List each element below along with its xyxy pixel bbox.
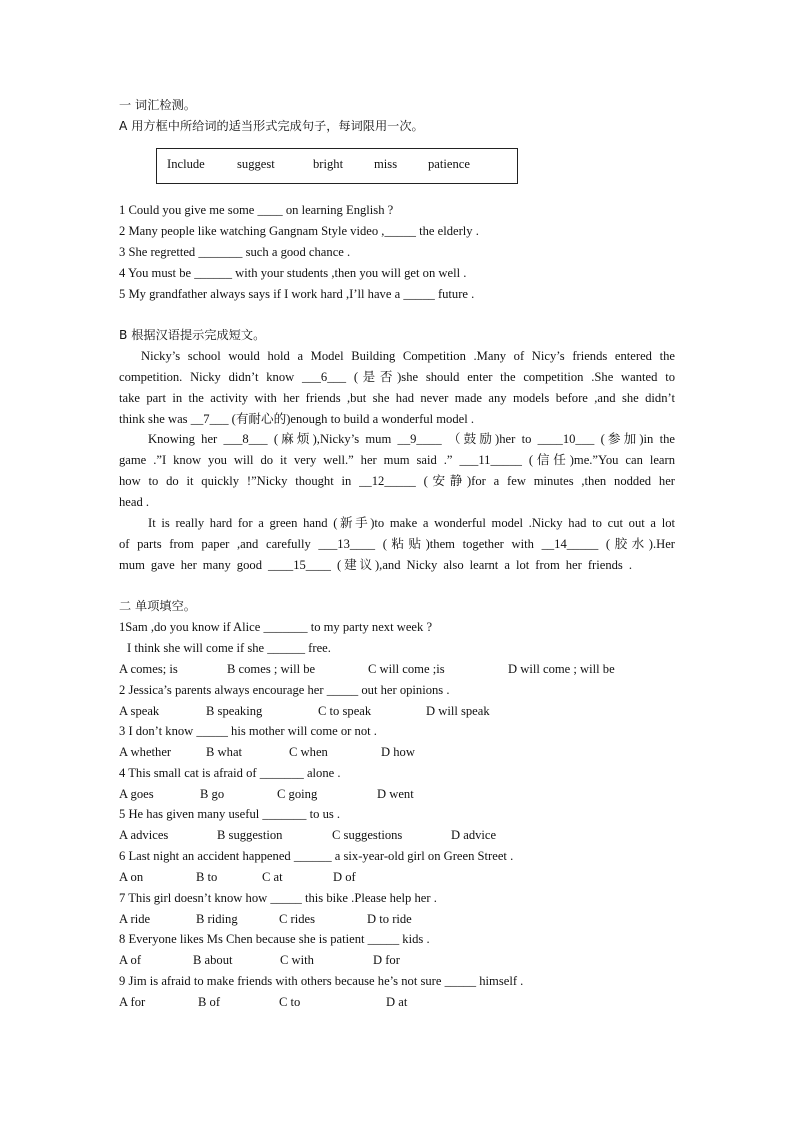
passage-line: take part in the activity with her friends ,but she had never made any models before ,and she didn’t: [119, 391, 675, 405]
partA-sentence: 1 Could you give me some ____ on learning English ?: [119, 203, 394, 217]
option-b: B to: [196, 870, 218, 884]
passage-line: game .”I know you will do it very well.” her mum said .” ___11_____ (信任)me.”You can learn: [119, 453, 675, 467]
passage-line: how to do it quickly !”Nicky thought in __12_____ (安静)for a few minutes ,then nodded her: [119, 474, 675, 488]
option-a: A ride: [119, 912, 151, 926]
option-d: D at: [386, 995, 408, 1009]
partA-sentence: 4 You must be ______ with your students ,then you will get on well .: [119, 266, 467, 280]
option-a: A whether: [119, 745, 172, 759]
option-b: B suggestion: [217, 828, 283, 842]
option-c: C to speak: [318, 704, 372, 718]
option-a: A speak: [119, 704, 160, 718]
option-c: C when: [289, 745, 328, 759]
passage-line: competition. Nicky didn’t know ___6___ (是否)she should enter the competition .She wanted to: [119, 370, 675, 384]
question-stem: 5 He has given many useful _______ to us .: [119, 807, 341, 821]
option-a: A for: [119, 995, 146, 1009]
word-box-item: Include: [167, 157, 205, 171]
section2-title: 二 单项填空。: [119, 599, 196, 613]
question-stem: I think she will come if she ______ free.: [127, 641, 331, 655]
option-d: D of: [333, 870, 356, 884]
option-c: C suggestions: [332, 828, 403, 842]
partA-sentence: 2 Many people like watching Gangnam Style video ,_____ the elderly .: [119, 224, 479, 238]
option-d: D advice: [451, 828, 497, 842]
option-d: D will come ; will be: [508, 662, 615, 676]
option-c: C will come ;is: [368, 662, 445, 676]
question-stem: 7 This girl doesn’t know how _____ this bike .Please help her .: [119, 891, 437, 905]
passage-line: mum gave her many good ____15____ (建议),and Nicky also learnt a lot from her friends .: [119, 558, 632, 572]
option-b: B what: [206, 745, 243, 759]
partA-instructions: A 用方框中所给词的适当形式完成句子，每词限用一次。: [119, 119, 424, 133]
option-b: B about: [193, 953, 233, 967]
word-box-item: patience: [428, 157, 470, 171]
option-a: A comes; is: [119, 662, 178, 676]
passage-line: Knowing her ___8___ (麻烦),Nicky’s mum __9____ （鼓励)her to ____10___ (参加)in the: [148, 432, 675, 446]
passage-line: think she was __7___ (有耐心的)enough to build a wonderful model .: [119, 412, 475, 426]
option-c: C to: [279, 995, 301, 1009]
option-b: B speaking: [206, 704, 263, 718]
option-a: A of: [119, 953, 142, 967]
option-b: B of: [198, 995, 221, 1009]
option-a: A on: [119, 870, 144, 884]
question-stem: 1Sam ,do you know if Alice _______ to my party next week ?: [119, 620, 433, 634]
passage-line: It is really hard for a green hand (新手)to make a wonderful model .Nicky had to cut out a lot: [148, 516, 675, 530]
partB-instructions: B 根据汉语提示完成短文。: [119, 328, 266, 342]
word-box-item: bright: [313, 157, 344, 171]
option-d: D to ride: [367, 912, 412, 926]
option-a: A goes: [119, 787, 154, 801]
question-stem: 2 Jessica’s parents always encourage her _____ out her opinions .: [119, 683, 450, 697]
option-b: B comes ; will be: [227, 662, 316, 676]
option-d: D for: [373, 953, 400, 967]
passage-line: of parts from paper ,and carefully ___13____ (粘贴)them together with __14_____ (胶水).Her: [119, 537, 675, 551]
passage-line: Nicky’s school would hold a Model Building Competition .Many of Nicy’s friends entered the: [141, 349, 675, 363]
option-c: C rides: [279, 912, 316, 926]
option-d: D how: [381, 745, 415, 759]
option-c: C at: [262, 870, 283, 884]
word-box-item: suggest: [237, 157, 275, 171]
option-c: C going: [277, 787, 318, 801]
option-c: C with: [280, 953, 314, 967]
option-b: B go: [200, 787, 225, 801]
word-box-item: miss: [374, 157, 398, 171]
partA-sentence: 5 My grandfather always says if I work hard ,I’ll have a _____ future .: [119, 287, 475, 301]
question-stem: 8 Everyone likes Ms Chen because she is patient _____ kids .: [119, 932, 430, 946]
option-d: D went: [377, 787, 414, 801]
option-a: A advices: [119, 828, 169, 842]
passage-line: head .: [119, 495, 150, 509]
question-stem: 4 This small cat is afraid of _______ alone .: [119, 766, 341, 780]
partA-sentence: 3 She regretted _______ such a good chance .: [119, 245, 351, 259]
option-b: B riding: [196, 912, 238, 926]
question-stem: 9 Jim is afraid to make friends with others because he’s not sure _____ himself .: [119, 974, 524, 988]
question-stem: 6 Last night an accident happened ______ a six-year-old girl on Green Street .: [119, 849, 514, 863]
option-d: D will speak: [426, 704, 490, 718]
section1-title: 一 词汇检测。: [119, 98, 196, 112]
question-stem: 3 I don’t know _____ his mother will come or not .: [119, 724, 377, 738]
